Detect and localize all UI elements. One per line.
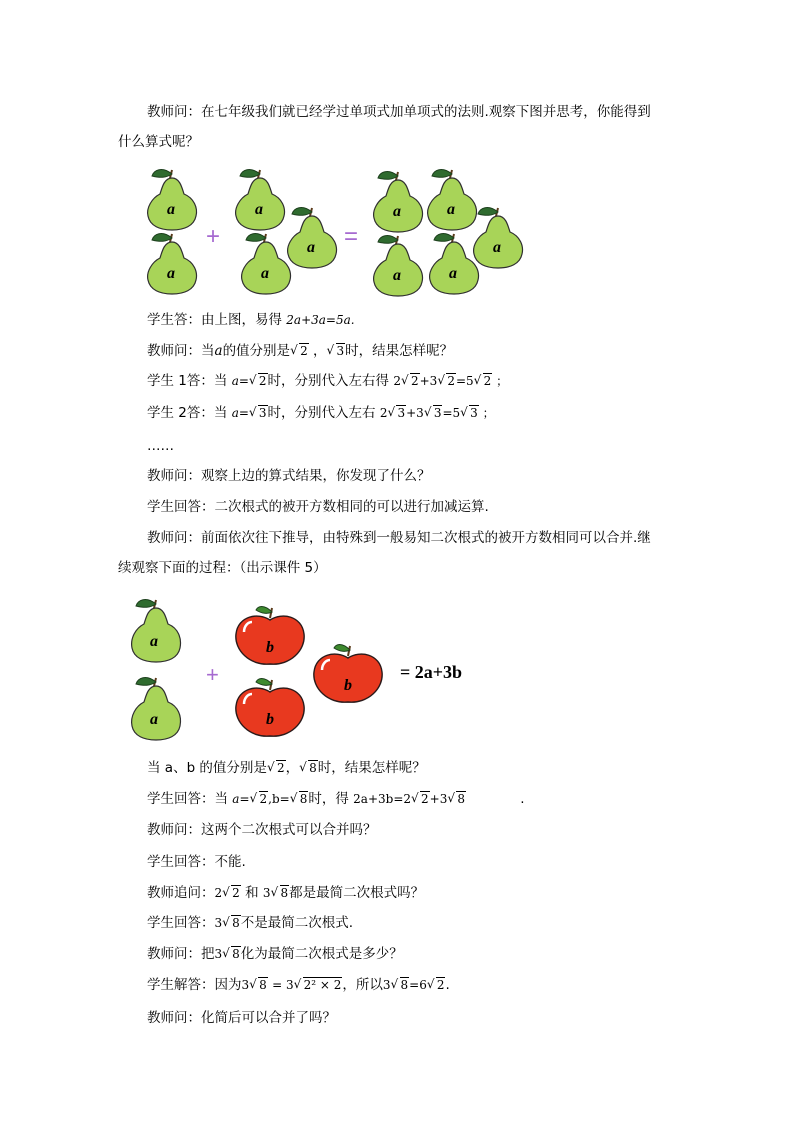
svg-text:a: a xyxy=(393,203,401,220)
pear-icon xyxy=(132,678,181,740)
pear-icon xyxy=(132,600,181,662)
teacher-question-2: 教师问：当a的值分别是√ 2 ，√ 3时，结果怎样呢？ xyxy=(147,341,453,361)
teacher-question-4-cont: 续观察下面的过程：（出示课件 5） xyxy=(118,560,327,576)
svg-text:b: b xyxy=(266,711,274,728)
pear-icon xyxy=(242,234,291,294)
teacher-question-3: 教师问：观察上边的算式结果，你发现了什么？ xyxy=(147,468,431,484)
svg-text:a: a xyxy=(255,201,263,218)
pear-apple-figure xyxy=(128,596,500,746)
student-answer-3: 学生回答：当 a=√ 2,b=√ 8时，得 2a+3b=2√ 2+3√ 8 . xyxy=(147,789,525,809)
pear-icon xyxy=(148,170,197,230)
svg-text:a: a xyxy=(167,201,175,218)
equals-sign: = xyxy=(344,223,359,250)
svg-text:a: a xyxy=(393,267,401,284)
pear-icon xyxy=(374,236,423,296)
sqrt-expr: √ 2 xyxy=(268,758,286,778)
pear-icon xyxy=(148,234,197,294)
pear-icon xyxy=(374,172,423,232)
apple-icon xyxy=(314,645,382,703)
equation: 2a+3b=2√ 2+3√ 8 xyxy=(353,792,466,806)
plus-sign: + xyxy=(206,223,221,250)
pear-icon xyxy=(288,208,337,268)
sqrt-expr: √ 8 xyxy=(300,758,318,778)
student-answer-1: 学生答：由上图，易得 2a+3a=5a. xyxy=(147,312,355,328)
pear-icon xyxy=(428,170,477,230)
sqrt-expr: √ 2 xyxy=(291,341,309,361)
sqrt-expr: √ 2 xyxy=(250,371,268,391)
apple-icon xyxy=(236,679,304,737)
svg-text:a: a xyxy=(150,633,158,650)
svg-text:b: b xyxy=(344,677,352,694)
pear-equation-figure xyxy=(140,166,530,300)
student-solution: 学生解答：因为3√ 8 = 3√ 2² × 2，所以3√ 8=6√ 2. xyxy=(147,975,450,995)
pear-icon xyxy=(474,208,523,268)
equation: 2a+3a=5a. xyxy=(286,313,355,327)
svg-text:a: a xyxy=(167,265,175,282)
question-ab: 当 a、b 的值分别是√ 2，√ 8时，结果怎样呢？ xyxy=(147,758,426,778)
svg-text:a: a xyxy=(493,239,501,256)
ellipsis: …… xyxy=(147,438,174,454)
student-answer-5: 学生回答：3√ 8不是最简二次根式. xyxy=(147,913,353,933)
teacher-question-4: 教师问：前面依次往下推导，由特殊到一般易知二次根式的被开方数相同可以合并.继 xyxy=(147,530,651,546)
teacher-question-1-cont: 什么算式呢？ xyxy=(118,134,199,150)
student-answer-2: 学生回答：二次根式的被开方数相同的可以进行加减运算. xyxy=(147,499,489,515)
sqrt-expr: √ 3 xyxy=(250,403,268,423)
teacher-question-5: 教师问：这两个二次根式可以合并吗？ xyxy=(147,822,377,838)
svg-text:a: a xyxy=(449,265,457,282)
teacher-followup: 教师追问：2√ 2 和 3√ 8都是最简二次根式吗？ xyxy=(147,883,424,903)
pear-icon xyxy=(430,234,479,294)
teacher-question-1: 教师问：在七年级我们就已经学过单项式加单项式的法则.观察下图并思考，你能得到 xyxy=(147,104,651,120)
svg-text:a: a xyxy=(261,265,269,282)
svg-text:a: a xyxy=(447,201,455,218)
apple-icon xyxy=(236,607,304,665)
student-1-answer: 学生 1答：当 a=√ 2时，分别代入左右得 2√ 2+3√ 2=5√ 2 ； xyxy=(147,371,508,391)
svg-text:a: a xyxy=(307,239,315,256)
plus-sign: + xyxy=(206,662,219,687)
student-2-answer: 学生 2答：当 a=√ 3时，分别代入左右 2√ 3+3√ 3=5√ 3 ； xyxy=(147,403,495,423)
teacher-question-7: 教师问：化简后可以合并了吗？ xyxy=(147,1010,336,1026)
svg-text:b: b xyxy=(266,639,274,656)
student-answer-4: 学生回答：不能. xyxy=(147,854,246,870)
equation: 2√ 2+3√ 2=5√ 2 ； xyxy=(393,374,508,388)
svg-text:a: a xyxy=(150,711,158,728)
pear-icon xyxy=(236,170,285,230)
equation: 2√ 3+3√ 3=5√ 3 ； xyxy=(380,406,495,420)
sqrt-expr: √ 3 xyxy=(328,341,346,361)
teacher-question-6: 教师问：把3√ 8化为最简二次根式是多少？ xyxy=(147,944,403,964)
result-equation: = 2a+3b xyxy=(400,662,463,682)
